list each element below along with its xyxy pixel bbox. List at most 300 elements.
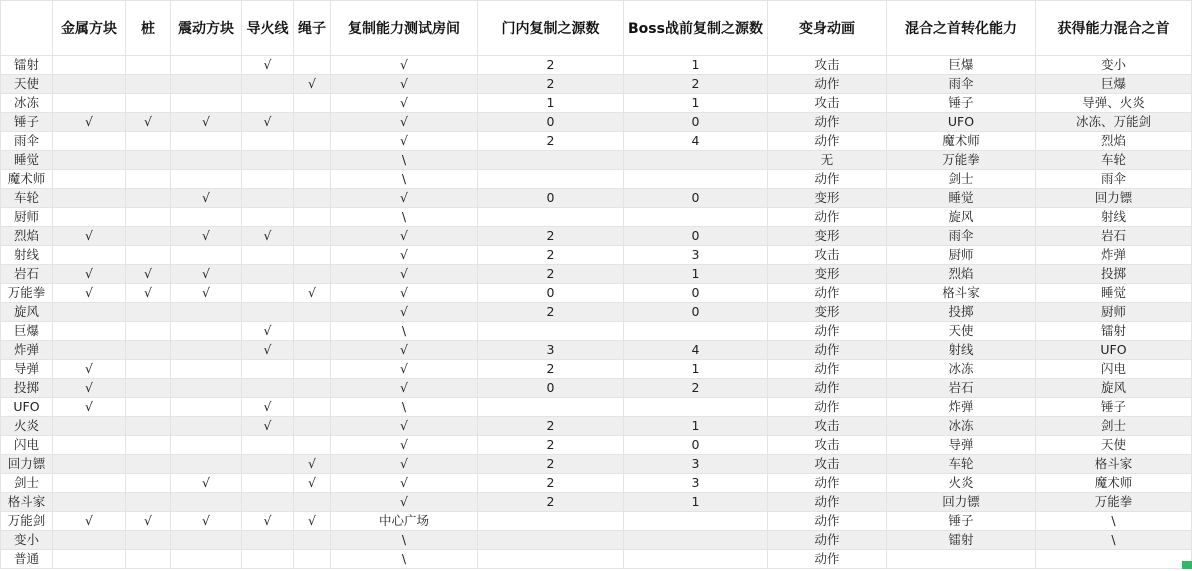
col-transform-animation-cell[interactable]: 动作 bbox=[768, 379, 887, 398]
col-mix-obtained-ability-cell[interactable]: 万能拳 bbox=[1036, 493, 1192, 512]
row-ability-name-cell[interactable]: 镭射 bbox=[1, 56, 53, 75]
col-rope-cell[interactable] bbox=[294, 531, 331, 550]
col-vibration-block-header[interactable]: 震动方块 bbox=[171, 1, 242, 56]
col-fuse-cell[interactable] bbox=[242, 246, 294, 265]
row-ability-name-cell[interactable]: 烈焰 bbox=[1, 227, 53, 246]
row-ability-name-cell[interactable]: 冰冻 bbox=[1, 94, 53, 113]
col-transform-animation-cell[interactable]: 攻击 bbox=[768, 436, 887, 455]
col-vibration-block-cell[interactable] bbox=[171, 132, 242, 151]
row-ability-name-cell[interactable]: 万能剑 bbox=[1, 512, 53, 531]
col-stake-cell[interactable]: √ bbox=[126, 284, 171, 303]
col-mix-convert-ability-cell[interactable]: 格斗家 bbox=[887, 284, 1036, 303]
row-ability-name-cell[interactable]: 炸弹 bbox=[1, 341, 53, 360]
col-door-copy-sources-cell[interactable]: 2 bbox=[478, 455, 624, 474]
col-mix-convert-ability-cell[interactable]: 睡觉 bbox=[887, 189, 1036, 208]
col-rope-cell[interactable]: √ bbox=[294, 474, 331, 493]
row-ability-name-cell[interactable]: 闪电 bbox=[1, 436, 53, 455]
col-vibration-block-cell[interactable] bbox=[171, 170, 242, 189]
col-vibration-block-cell[interactable] bbox=[171, 436, 242, 455]
row-ability-name-cell[interactable]: 格斗家 bbox=[1, 493, 53, 512]
col-transform-animation-cell[interactable]: 攻击 bbox=[768, 417, 887, 436]
col-door-copy-sources-cell[interactable] bbox=[478, 170, 624, 189]
col-fuse-cell[interactable] bbox=[242, 474, 294, 493]
col-mix-convert-ability-cell[interactable]: 雨伞 bbox=[887, 75, 1036, 94]
col-rope-cell[interactable] bbox=[294, 360, 331, 379]
col-mix-obtained-ability-cell[interactable]: 导弹、火炎 bbox=[1036, 94, 1192, 113]
col-rope-cell[interactable] bbox=[294, 379, 331, 398]
col-vibration-block-cell[interactable]: √ bbox=[171, 284, 242, 303]
col-stake-cell[interactable] bbox=[126, 493, 171, 512]
col-mix-obtained-ability-cell[interactable]: 巨爆 bbox=[1036, 75, 1192, 94]
col-boss-copy-sources-cell[interactable]: 1 bbox=[624, 94, 768, 113]
col-copy-test-room-cell[interactable]: √ bbox=[331, 284, 478, 303]
col-vibration-block-cell[interactable]: √ bbox=[171, 474, 242, 493]
col-metal-block-cell[interactable] bbox=[53, 474, 126, 493]
col-mix-convert-ability-cell[interactable]: 冰冻 bbox=[887, 417, 1036, 436]
col-door-copy-sources-cell[interactable] bbox=[478, 512, 624, 531]
col-metal-block-cell[interactable]: √ bbox=[53, 113, 126, 132]
col-rope-cell[interactable] bbox=[294, 303, 331, 322]
col-mix-convert-ability-cell[interactable]: 旋风 bbox=[887, 208, 1036, 227]
row-ability-name-cell[interactable]: UFO bbox=[1, 398, 53, 417]
col-mix-obtained-ability-cell[interactable]: 变小 bbox=[1036, 56, 1192, 75]
col-transform-animation-header[interactable]: 变身动画 bbox=[768, 1, 887, 56]
row-ability-name-cell[interactable]: 万能拳 bbox=[1, 284, 53, 303]
row-ability-name-cell[interactable]: 回力镖 bbox=[1, 455, 53, 474]
col-door-copy-sources-cell[interactable]: 2 bbox=[478, 474, 624, 493]
col-copy-test-room-cell[interactable]: \ bbox=[331, 550, 478, 569]
col-mix-convert-ability-cell[interactable]: 锤子 bbox=[887, 512, 1036, 531]
col-rope-cell[interactable]: √ bbox=[294, 512, 331, 531]
col-boss-copy-sources-cell[interactable]: 0 bbox=[624, 113, 768, 132]
col-stake-cell[interactable] bbox=[126, 189, 171, 208]
col-fuse-cell[interactable]: √ bbox=[242, 398, 294, 417]
col-copy-test-room-cell[interactable]: \ bbox=[331, 322, 478, 341]
col-metal-block-cell[interactable] bbox=[53, 493, 126, 512]
col-stake-cell[interactable] bbox=[126, 170, 171, 189]
col-vibration-block-cell[interactable] bbox=[171, 398, 242, 417]
col-boss-copy-sources-cell[interactable]: 3 bbox=[624, 246, 768, 265]
col-mix-obtained-ability-cell[interactable]: 锤子 bbox=[1036, 398, 1192, 417]
col-fuse-cell[interactable] bbox=[242, 493, 294, 512]
col-door-copy-sources-cell[interactable] bbox=[478, 531, 624, 550]
row-ability-name-cell[interactable]: 导弹 bbox=[1, 360, 53, 379]
col-door-copy-sources-cell[interactable]: 2 bbox=[478, 436, 624, 455]
col-stake-cell[interactable] bbox=[126, 208, 171, 227]
col-stake-cell[interactable] bbox=[126, 455, 171, 474]
col-transform-animation-cell[interactable]: 动作 bbox=[768, 360, 887, 379]
col-rope-cell[interactable] bbox=[294, 493, 331, 512]
col-copy-test-room-cell[interactable]: √ bbox=[331, 341, 478, 360]
col-metal-block-header[interactable]: 金属方块 bbox=[53, 1, 126, 56]
col-rope-cell[interactable] bbox=[294, 227, 331, 246]
col-door-copy-sources-cell[interactable]: 2 bbox=[478, 360, 624, 379]
row-ability-name-cell[interactable]: 投掷 bbox=[1, 379, 53, 398]
col-metal-block-cell[interactable]: √ bbox=[53, 379, 126, 398]
col-mix-obtained-ability-cell[interactable]: 格斗家 bbox=[1036, 455, 1192, 474]
col-stake-header[interactable]: 桩 bbox=[126, 1, 171, 56]
col-stake-cell[interactable] bbox=[126, 417, 171, 436]
col-vibration-block-cell[interactable]: √ bbox=[171, 189, 242, 208]
col-metal-block-cell[interactable] bbox=[53, 341, 126, 360]
col-vibration-block-cell[interactable] bbox=[171, 360, 242, 379]
col-metal-block-cell[interactable]: √ bbox=[53, 265, 126, 284]
col-copy-test-room-cell[interactable]: √ bbox=[331, 132, 478, 151]
col-rope-cell[interactable] bbox=[294, 322, 331, 341]
col-boss-copy-sources-cell[interactable]: 2 bbox=[624, 75, 768, 94]
col-mix-obtained-ability-cell[interactable]: 车轮 bbox=[1036, 151, 1192, 170]
col-mix-obtained-ability-cell[interactable]: 镭射 bbox=[1036, 322, 1192, 341]
col-mix-obtained-ability-cell[interactable]: 天使 bbox=[1036, 436, 1192, 455]
row-ability-name-cell[interactable]: 雨伞 bbox=[1, 132, 53, 151]
col-boss-copy-sources-cell[interactable] bbox=[624, 512, 768, 531]
row-ability-name-cell[interactable]: 剑士 bbox=[1, 474, 53, 493]
col-door-copy-sources-header[interactable]: 门内复制之源数 bbox=[478, 1, 624, 56]
col-door-copy-sources-cell[interactable]: 1 bbox=[478, 94, 624, 113]
col-mix-convert-ability-cell[interactable]: 车轮 bbox=[887, 455, 1036, 474]
col-metal-block-cell[interactable] bbox=[53, 170, 126, 189]
col-vibration-block-cell[interactable] bbox=[171, 493, 242, 512]
col-vibration-block-cell[interactable] bbox=[171, 417, 242, 436]
col-rope-cell[interactable] bbox=[294, 436, 331, 455]
col-boss-copy-sources-cell[interactable] bbox=[624, 531, 768, 550]
col-vibration-block-cell[interactable] bbox=[171, 303, 242, 322]
col-vibration-block-cell[interactable] bbox=[171, 455, 242, 474]
col-fuse-cell[interactable]: √ bbox=[242, 512, 294, 531]
col-rope-cell[interactable] bbox=[294, 94, 331, 113]
col-transform-animation-cell[interactable]: 动作 bbox=[768, 474, 887, 493]
col-rope-cell[interactable] bbox=[294, 246, 331, 265]
col-fuse-cell[interactable] bbox=[242, 75, 294, 94]
col-boss-copy-sources-cell[interactable] bbox=[624, 170, 768, 189]
col-metal-block-cell[interactable]: √ bbox=[53, 398, 126, 417]
col-vibration-block-cell[interactable]: √ bbox=[171, 227, 242, 246]
col-rope-cell[interactable] bbox=[294, 151, 331, 170]
col-transform-animation-cell[interactable]: 动作 bbox=[768, 75, 887, 94]
col-boss-copy-sources-cell[interactable]: 1 bbox=[624, 56, 768, 75]
col-stake-cell[interactable] bbox=[126, 303, 171, 322]
col-transform-animation-cell[interactable]: 变形 bbox=[768, 303, 887, 322]
col-metal-block-cell[interactable]: √ bbox=[53, 227, 126, 246]
col-rope-cell[interactable] bbox=[294, 170, 331, 189]
col-mix-obtained-ability-cell[interactable]: UFO bbox=[1036, 341, 1192, 360]
col-copy-test-room-cell[interactable]: 中心广场 bbox=[331, 512, 478, 531]
row-ability-name-cell[interactable]: 火炎 bbox=[1, 417, 53, 436]
col-transform-animation-cell[interactable]: 动作 bbox=[768, 284, 887, 303]
col-metal-block-cell[interactable] bbox=[53, 56, 126, 75]
col-rope-cell[interactable] bbox=[294, 550, 331, 569]
col-transform-animation-cell[interactable]: 变形 bbox=[768, 227, 887, 246]
col-door-copy-sources-cell[interactable]: 2 bbox=[478, 75, 624, 94]
col-copy-test-room-cell[interactable]: √ bbox=[331, 246, 478, 265]
col-copy-test-room-cell[interactable]: √ bbox=[331, 493, 478, 512]
col-copy-test-room-cell[interactable]: \ bbox=[331, 208, 478, 227]
col-door-copy-sources-cell[interactable]: 0 bbox=[478, 113, 624, 132]
col-boss-copy-sources-cell[interactable]: 4 bbox=[624, 341, 768, 360]
col-transform-animation-cell[interactable]: 攻击 bbox=[768, 455, 887, 474]
col-mix-convert-ability-cell[interactable]: 巨爆 bbox=[887, 56, 1036, 75]
col-copy-test-room-cell[interactable]: √ bbox=[331, 113, 478, 132]
col-door-copy-sources-cell[interactable]: 3 bbox=[478, 341, 624, 360]
col-fuse-cell[interactable] bbox=[242, 151, 294, 170]
col-door-copy-sources-cell[interactable]: 2 bbox=[478, 227, 624, 246]
col-fuse-cell[interactable] bbox=[242, 284, 294, 303]
col-mix-convert-ability-cell[interactable]: 烈焰 bbox=[887, 265, 1036, 284]
col-stake-cell[interactable] bbox=[126, 151, 171, 170]
col-vibration-block-cell[interactable] bbox=[171, 246, 242, 265]
col-copy-test-room-cell[interactable]: √ bbox=[331, 94, 478, 113]
col-fuse-cell[interactable] bbox=[242, 132, 294, 151]
col-transform-animation-cell[interactable]: 攻击 bbox=[768, 94, 887, 113]
col-mix-convert-ability-cell[interactable]: 岩石 bbox=[887, 379, 1036, 398]
col-fuse-cell[interactable]: √ bbox=[242, 322, 294, 341]
col-mix-obtained-ability-cell[interactable]: 旋风 bbox=[1036, 379, 1192, 398]
col-mix-convert-ability-cell[interactable]: 镭射 bbox=[887, 531, 1036, 550]
col-fuse-header[interactable]: 导火线 bbox=[242, 1, 294, 56]
row-ability-name-cell[interactable]: 车轮 bbox=[1, 189, 53, 208]
col-boss-copy-sources-cell[interactable]: 3 bbox=[624, 455, 768, 474]
col-transform-animation-cell[interactable]: 无 bbox=[768, 151, 887, 170]
col-rope-header[interactable]: 绳子 bbox=[294, 1, 331, 56]
col-transform-animation-cell[interactable]: 攻击 bbox=[768, 246, 887, 265]
col-fuse-cell[interactable] bbox=[242, 303, 294, 322]
col-door-copy-sources-cell[interactable]: 2 bbox=[478, 132, 624, 151]
col-rope-cell[interactable]: √ bbox=[294, 75, 331, 94]
col-mix-obtained-ability-header[interactable]: 获得能力混合之首 bbox=[1036, 1, 1192, 56]
col-transform-animation-cell[interactable]: 动作 bbox=[768, 113, 887, 132]
col-door-copy-sources-cell[interactable]: 2 bbox=[478, 417, 624, 436]
col-transform-animation-cell[interactable]: 动作 bbox=[768, 208, 887, 227]
col-vibration-block-cell[interactable] bbox=[171, 208, 242, 227]
col-transform-animation-cell[interactable]: 动作 bbox=[768, 531, 887, 550]
col-mix-obtained-ability-cell[interactable]: \ bbox=[1036, 531, 1192, 550]
col-copy-test-room-cell[interactable]: √ bbox=[331, 417, 478, 436]
row-ability-name-cell[interactable]: 巨爆 bbox=[1, 322, 53, 341]
col-mix-convert-ability-cell[interactable]: 炸弹 bbox=[887, 398, 1036, 417]
col-mix-convert-ability-cell[interactable]: 导弹 bbox=[887, 436, 1036, 455]
col-stake-cell[interactable] bbox=[126, 550, 171, 569]
col-metal-block-cell[interactable] bbox=[53, 75, 126, 94]
row-ability-name-cell[interactable]: 旋风 bbox=[1, 303, 53, 322]
col-transform-animation-cell[interactable]: 变形 bbox=[768, 189, 887, 208]
col-rope-cell[interactable] bbox=[294, 417, 331, 436]
col-boss-copy-sources-cell[interactable]: 0 bbox=[624, 284, 768, 303]
col-stake-cell[interactable] bbox=[126, 227, 171, 246]
col-fuse-cell[interactable] bbox=[242, 208, 294, 227]
col-vibration-block-cell[interactable] bbox=[171, 56, 242, 75]
col-fuse-cell[interactable] bbox=[242, 189, 294, 208]
row-ability-name-cell[interactable]: 普通 bbox=[1, 550, 53, 569]
corner-cell-header[interactable] bbox=[1, 1, 53, 56]
col-rope-cell[interactable] bbox=[294, 265, 331, 284]
row-ability-name-cell[interactable]: 厨师 bbox=[1, 208, 53, 227]
col-transform-animation-cell[interactable]: 动作 bbox=[768, 550, 887, 569]
col-mix-obtained-ability-cell[interactable]: 厨师 bbox=[1036, 303, 1192, 322]
col-stake-cell[interactable] bbox=[126, 341, 171, 360]
col-copy-test-room-cell[interactable]: √ bbox=[331, 56, 478, 75]
col-fuse-cell[interactable]: √ bbox=[242, 227, 294, 246]
row-ability-name-cell[interactable]: 魔术师 bbox=[1, 170, 53, 189]
col-boss-copy-sources-cell[interactable] bbox=[624, 550, 768, 569]
col-mix-convert-ability-cell[interactable]: 雨伞 bbox=[887, 227, 1036, 246]
col-boss-copy-sources-cell[interactable]: 3 bbox=[624, 474, 768, 493]
col-transform-animation-cell[interactable]: 动作 bbox=[768, 341, 887, 360]
col-door-copy-sources-cell[interactable] bbox=[478, 550, 624, 569]
col-boss-copy-sources-cell[interactable]: 1 bbox=[624, 265, 768, 284]
col-transform-animation-cell[interactable]: 动作 bbox=[768, 132, 887, 151]
col-vibration-block-cell[interactable] bbox=[171, 151, 242, 170]
col-rope-cell[interactable] bbox=[294, 132, 331, 151]
row-ability-name-cell[interactable]: 天使 bbox=[1, 75, 53, 94]
col-vibration-block-cell[interactable] bbox=[171, 94, 242, 113]
col-vibration-block-cell[interactable] bbox=[171, 341, 242, 360]
col-vibration-block-cell[interactable] bbox=[171, 322, 242, 341]
col-fuse-cell[interactable] bbox=[242, 455, 294, 474]
col-stake-cell[interactable] bbox=[126, 75, 171, 94]
col-metal-block-cell[interactable] bbox=[53, 322, 126, 341]
col-metal-block-cell[interactable]: √ bbox=[53, 360, 126, 379]
col-metal-block-cell[interactable] bbox=[53, 132, 126, 151]
col-copy-test-room-cell[interactable]: √ bbox=[331, 227, 478, 246]
col-boss-copy-sources-header[interactable]: Boss战前复制之源数 bbox=[624, 1, 768, 56]
col-copy-test-room-cell[interactable]: \ bbox=[331, 170, 478, 189]
col-mix-convert-ability-cell[interactable]: 火炎 bbox=[887, 474, 1036, 493]
col-mix-convert-ability-cell[interactable]: 回力镖 bbox=[887, 493, 1036, 512]
col-copy-test-room-cell[interactable]: \ bbox=[331, 531, 478, 550]
col-copy-test-room-cell[interactable]: √ bbox=[331, 455, 478, 474]
col-mix-obtained-ability-cell[interactable]: 烈焰 bbox=[1036, 132, 1192, 151]
col-mix-obtained-ability-cell[interactable]: 魔术师 bbox=[1036, 474, 1192, 493]
col-stake-cell[interactable] bbox=[126, 94, 171, 113]
col-door-copy-sources-cell[interactable]: 0 bbox=[478, 379, 624, 398]
col-door-copy-sources-cell[interactable] bbox=[478, 322, 624, 341]
col-copy-test-room-cell[interactable]: √ bbox=[331, 265, 478, 284]
col-mix-convert-ability-cell[interactable]: UFO bbox=[887, 113, 1036, 132]
col-boss-copy-sources-cell[interactable] bbox=[624, 151, 768, 170]
col-copy-test-room-cell[interactable]: √ bbox=[331, 379, 478, 398]
col-rope-cell[interactable] bbox=[294, 341, 331, 360]
col-boss-copy-sources-cell[interactable]: 0 bbox=[624, 227, 768, 246]
row-ability-name-cell[interactable]: 睡觉 bbox=[1, 151, 53, 170]
col-boss-copy-sources-cell[interactable]: 0 bbox=[624, 303, 768, 322]
col-vibration-block-cell[interactable] bbox=[171, 531, 242, 550]
col-copy-test-room-cell[interactable]: √ bbox=[331, 303, 478, 322]
col-mix-obtained-ability-cell[interactable]: 岩石 bbox=[1036, 227, 1192, 246]
col-door-copy-sources-cell[interactable]: 0 bbox=[478, 189, 624, 208]
col-door-copy-sources-cell[interactable]: 2 bbox=[478, 303, 624, 322]
col-rope-cell[interactable] bbox=[294, 189, 331, 208]
col-fuse-cell[interactable] bbox=[242, 265, 294, 284]
col-vibration-block-cell[interactable]: √ bbox=[171, 512, 242, 531]
col-copy-test-room-cell[interactable]: √ bbox=[331, 474, 478, 493]
col-metal-block-cell[interactable] bbox=[53, 531, 126, 550]
col-metal-block-cell[interactable] bbox=[53, 436, 126, 455]
col-vibration-block-cell[interactable]: √ bbox=[171, 113, 242, 132]
col-stake-cell[interactable] bbox=[126, 474, 171, 493]
col-mix-convert-ability-cell[interactable]: 天使 bbox=[887, 322, 1036, 341]
col-stake-cell[interactable] bbox=[126, 132, 171, 151]
col-boss-copy-sources-cell[interactable] bbox=[624, 398, 768, 417]
col-mix-convert-ability-cell[interactable]: 投掷 bbox=[887, 303, 1036, 322]
col-copy-test-room-cell[interactable]: √ bbox=[331, 189, 478, 208]
col-metal-block-cell[interactable] bbox=[53, 550, 126, 569]
col-mix-obtained-ability-cell[interactable]: 冰冻、万能剑 bbox=[1036, 113, 1192, 132]
col-mix-obtained-ability-cell[interactable]: 雨伞 bbox=[1036, 170, 1192, 189]
col-fuse-cell[interactable] bbox=[242, 94, 294, 113]
col-boss-copy-sources-cell[interactable]: 1 bbox=[624, 493, 768, 512]
col-stake-cell[interactable] bbox=[126, 322, 171, 341]
col-stake-cell[interactable]: √ bbox=[126, 265, 171, 284]
col-metal-block-cell[interactable] bbox=[53, 94, 126, 113]
row-ability-name-cell[interactable]: 锤子 bbox=[1, 113, 53, 132]
col-metal-block-cell[interactable] bbox=[53, 455, 126, 474]
col-copy-test-room-cell[interactable]: √ bbox=[331, 436, 478, 455]
col-stake-cell[interactable]: √ bbox=[126, 512, 171, 531]
col-copy-test-room-header[interactable]: 复制能力测试房间 bbox=[331, 1, 478, 56]
col-mix-convert-ability-cell[interactable]: 厨师 bbox=[887, 246, 1036, 265]
col-door-copy-sources-cell[interactable] bbox=[478, 151, 624, 170]
col-stake-cell[interactable] bbox=[126, 360, 171, 379]
col-mix-obtained-ability-cell[interactable]: 投掷 bbox=[1036, 265, 1192, 284]
col-fuse-cell[interactable] bbox=[242, 531, 294, 550]
col-stake-cell[interactable] bbox=[126, 56, 171, 75]
col-door-copy-sources-cell[interactable]: 2 bbox=[478, 493, 624, 512]
col-metal-block-cell[interactable] bbox=[53, 208, 126, 227]
col-mix-convert-ability-header[interactable]: 混合之首转化能力 bbox=[887, 1, 1036, 56]
col-copy-test-room-cell[interactable]: √ bbox=[331, 75, 478, 94]
col-transform-animation-cell[interactable]: 动作 bbox=[768, 512, 887, 531]
col-copy-test-room-cell[interactable]: √ bbox=[331, 360, 478, 379]
col-mix-obtained-ability-cell[interactable]: 回力镖 bbox=[1036, 189, 1192, 208]
col-copy-test-room-cell[interactable]: \ bbox=[331, 398, 478, 417]
col-mix-convert-ability-cell[interactable]: 锤子 bbox=[887, 94, 1036, 113]
col-metal-block-cell[interactable] bbox=[53, 246, 126, 265]
col-fuse-cell[interactable]: √ bbox=[242, 56, 294, 75]
col-transform-animation-cell[interactable]: 攻击 bbox=[768, 56, 887, 75]
col-boss-copy-sources-cell[interactable]: 1 bbox=[624, 360, 768, 379]
col-stake-cell[interactable] bbox=[126, 379, 171, 398]
col-fuse-cell[interactable] bbox=[242, 379, 294, 398]
col-stake-cell[interactable] bbox=[126, 246, 171, 265]
col-door-copy-sources-cell[interactable]: 2 bbox=[478, 56, 624, 75]
col-mix-obtained-ability-cell[interactable]: 炸弹 bbox=[1036, 246, 1192, 265]
col-metal-block-cell[interactable] bbox=[53, 151, 126, 170]
col-mix-obtained-ability-cell[interactable]: 闪电 bbox=[1036, 360, 1192, 379]
col-boss-copy-sources-cell[interactable] bbox=[624, 322, 768, 341]
col-transform-animation-cell[interactable]: 动作 bbox=[768, 170, 887, 189]
col-vibration-block-cell[interactable] bbox=[171, 550, 242, 569]
col-stake-cell[interactable] bbox=[126, 398, 171, 417]
col-door-copy-sources-cell[interactable] bbox=[478, 398, 624, 417]
col-fuse-cell[interactable] bbox=[242, 550, 294, 569]
col-stake-cell[interactable]: √ bbox=[126, 113, 171, 132]
row-ability-name-cell[interactable]: 岩石 bbox=[1, 265, 53, 284]
col-fuse-cell[interactable]: √ bbox=[242, 417, 294, 436]
col-mix-obtained-ability-cell[interactable]: 剑士 bbox=[1036, 417, 1192, 436]
col-transform-animation-cell[interactable]: 动作 bbox=[768, 322, 887, 341]
col-rope-cell[interactable] bbox=[294, 398, 331, 417]
col-metal-block-cell[interactable]: √ bbox=[53, 284, 126, 303]
col-rope-cell[interactable]: √ bbox=[294, 284, 331, 303]
col-door-copy-sources-cell[interactable]: 0 bbox=[478, 284, 624, 303]
col-stake-cell[interactable] bbox=[126, 531, 171, 550]
col-rope-cell[interactable] bbox=[294, 208, 331, 227]
col-fuse-cell[interactable] bbox=[242, 360, 294, 379]
col-fuse-cell[interactable]: √ bbox=[242, 113, 294, 132]
col-copy-test-room-cell[interactable]: \ bbox=[331, 151, 478, 170]
col-boss-copy-sources-cell[interactable]: 0 bbox=[624, 436, 768, 455]
col-metal-block-cell[interactable] bbox=[53, 417, 126, 436]
